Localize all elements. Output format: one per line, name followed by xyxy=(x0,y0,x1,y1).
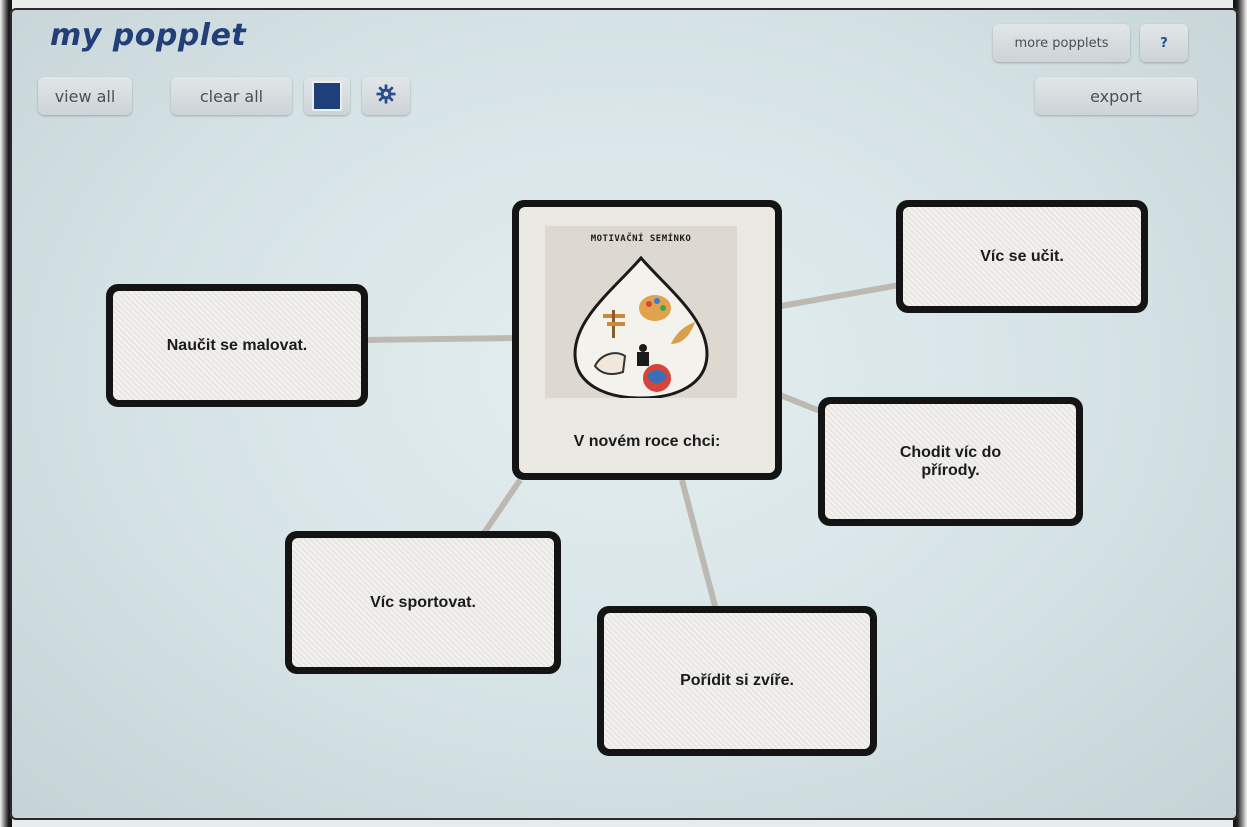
app-title: my popplet xyxy=(50,18,247,53)
clear-all-button[interactable]: clear all xyxy=(171,77,292,115)
popple-text: Chodit víc do přírody. xyxy=(825,404,1076,519)
popple-chodit-vic-do-prirody[interactable] xyxy=(818,397,1083,526)
motivation-image xyxy=(545,226,737,398)
popple-vic-sportovat[interactable] xyxy=(285,531,561,674)
export-button[interactable]: export xyxy=(1035,77,1197,115)
connector-line xyxy=(770,284,905,308)
connector-line xyxy=(365,338,515,340)
center-caption: V novém roce chci: xyxy=(573,433,721,450)
connector-line xyxy=(682,480,716,610)
popple-poridit-si-zvire[interactable] xyxy=(597,606,877,756)
image-title: MOTIVAČNÍ SEMÍNKO xyxy=(590,234,692,244)
popple-vic-se-ucit[interactable] xyxy=(896,200,1148,313)
view-all-button[interactable]: view all xyxy=(38,77,132,115)
app-screen xyxy=(10,8,1238,820)
popple-center-card xyxy=(519,207,775,473)
seed-illustration xyxy=(545,226,737,398)
more-popplets-button[interactable]: more popplets xyxy=(993,24,1130,62)
popple-text: Pořídit si zvíře. xyxy=(604,613,870,749)
popple-naucit-se-malovat[interactable] xyxy=(106,284,368,407)
popple-text: Víc sportovat. xyxy=(292,538,554,667)
connector-line xyxy=(482,480,520,536)
popple-center[interactable] xyxy=(512,200,782,480)
popple-text: Naučit se malovat. xyxy=(113,291,361,400)
popple-text: Víc se učit. xyxy=(903,207,1141,306)
help-button[interactable]: ? xyxy=(1140,24,1188,62)
